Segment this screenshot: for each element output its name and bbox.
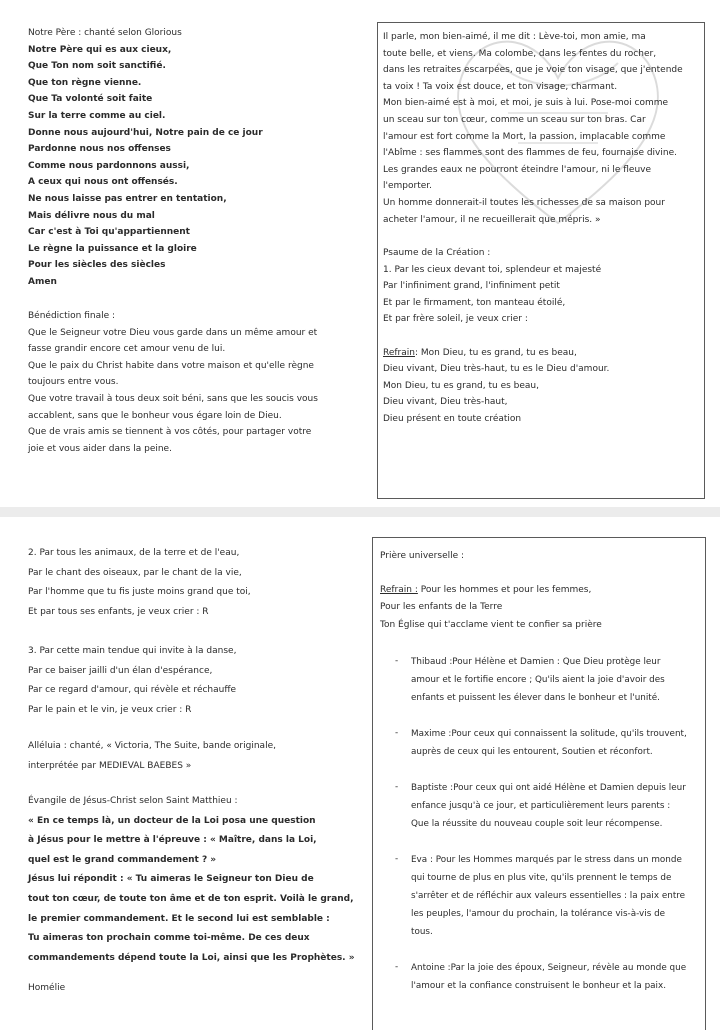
benediction-line: Que le paix du Christ habite dans votre maison et qu'elle règne: [28, 360, 314, 371]
notre-pere-line: Le règne la puissance et la gloire: [28, 243, 197, 254]
booklet-page-1: [0, 0, 720, 507]
evangile-line: quel est le grand commandement ? »: [28, 854, 217, 865]
notre-pere-line: Amen: [28, 276, 57, 287]
cantique-line: Mon bien-aimé est à moi, et moi, je suis à lui. Pose-moi comme: [383, 98, 669, 109]
notre-pere-heading: Notre Père : chanté selon Glorious: [28, 28, 182, 38]
notre-pere-line: Que Ton nom soit sanctifié.: [28, 61, 166, 72]
notre-pere-line: Que Ta volonté soit faite: [28, 94, 153, 105]
intention-item: [381, 959, 687, 995]
psaume-refrain-line: Dieu présent en toute création: [383, 413, 522, 424]
evangile-section: [28, 792, 355, 968]
psaume-refrain-label: Refrain: [383, 347, 415, 358]
cantique-line: Les grandes eaux ne pourront éteindre l'amour, ni le fleuve: [383, 164, 652, 175]
intention-text: Baptiste :Pour ceux qui ont aidé Hélène et Damien depuis leur enfance jusqu'à ce jour, et particulièrement leurs parents : Que la réussite du nouveau couple soit leur récompense.: [411, 783, 686, 829]
priere-refrain-first: [380, 582, 602, 599]
notre-pere-line: A ceux qui nous ont offensés.: [28, 177, 178, 188]
notre-pere-line: Mais délivre nous du mal: [28, 210, 155, 221]
intention-item: [381, 653, 687, 707]
intention-text: Eva : Pour les Hommes marqués par le stress dans un monde qui tourne de plus en plus vite, qu'ils prennent le temps de s'arrêter et de réfléchir aux valeurs essentielles : la paix entre les peuples, l'amour du prochain, la tolérance vis-à-vis de tous.: [411, 855, 686, 937]
evangile-line: Tu aimeras ton prochain comme toi-même. De ces deux: [28, 933, 310, 944]
psaume-refrain-line: Dieu vivant, Dieu très-haut,: [383, 397, 508, 408]
cantique-section: [383, 29, 683, 228]
benediction-line: toujours entre vous.: [28, 377, 119, 388]
benediction-line: Que votre travail à tous deux soit béni, sans que les soucis vous: [28, 393, 318, 404]
intention-item: [381, 779, 687, 833]
alleluia-section: [28, 737, 276, 776]
bullet-dash: -: [395, 656, 399, 666]
benediction-heading: Bénédiction finale :: [28, 311, 116, 321]
notre-pere-line: Sur la terre comme au ciel.: [28, 110, 166, 121]
alleluia-line: interprétée par MEDIEVAL BAEBES »: [28, 760, 192, 771]
right-text-box: [377, 22, 705, 499]
benediction-line: accablent, sans que le bonheur vous égare loin de Dieu.: [28, 410, 282, 421]
benediction-section: [28, 308, 318, 457]
psaume-refrain-text: : Mon Dieu, tu es grand, tu es beau,: [414, 347, 577, 358]
evangile-heading: Évangile de Jésus-Christ selon Saint Matthieu :: [28, 796, 238, 806]
psaume-heading: Psaume de la Création :: [383, 248, 491, 258]
psaume-line: 1. Par les cieux devant toi, splendeur et majesté: [383, 264, 602, 275]
priere-header: [380, 548, 602, 634]
notre-pere-line: Notre Père qui es aux cieux,: [28, 44, 172, 55]
verse-line: Par le pain et le vin, je veux crier : R: [28, 704, 192, 715]
psaume-section: [383, 245, 609, 428]
benediction-line: Que le Seigneur votre Dieu vous garde dans un même amour et: [28, 327, 318, 338]
bullet-dash: -: [395, 782, 399, 792]
verse-2-section: [28, 544, 251, 622]
intention-item: [381, 725, 687, 761]
psaume-line: Par l'infiniment grand, l'infiniment petit: [383, 281, 560, 292]
benediction-line: Que de vrais amis se tiennent à vos côtés, pour partager votre: [28, 427, 312, 438]
verse-line: Par ce baiser jailli d'un élan d'espérance,: [28, 665, 213, 676]
cantique-line: Un homme donnerait-il toutes les richesses de sa maison pour: [383, 197, 665, 208]
bullet-dash: -: [395, 962, 399, 972]
intention-text: Maxime :Pour ceux qui connaissent la solitude, qu'ils trouvent, auprès de ceux qui les entourent, Soutien et réconfort.: [411, 729, 687, 757]
cantique-line: l'emporter.: [383, 181, 432, 192]
verse-3-section: [28, 642, 236, 720]
priere-box: [372, 537, 706, 1030]
priere-refrain-line: Ton Église qui t'acclame vient te confier sa prière: [380, 619, 602, 630]
verse-line: Et par tous ses enfants, je veux crier : R: [28, 606, 209, 617]
priere-refrain-label: Refrain :: [380, 585, 418, 595]
cantique-line: un sceau sur ton cœur, comme un sceau sur ton bras. Car: [383, 114, 646, 125]
notre-pere-line: Que ton règne vienne.: [28, 77, 142, 88]
bullet-dash: -: [395, 854, 399, 864]
cantique-line: toute belle, et viens. Ma colombe, dans les fentes du rocher,: [383, 48, 657, 59]
notre-pere-line: Donne nous aujourd'hui, Notre pain de ce jour: [28, 127, 263, 138]
psaume-refrain-line: Dieu vivant, Dieu très-haut, tu es le Dieu d'amour.: [383, 364, 610, 375]
evangile-line: « En ce temps là, un docteur de la Loi posa une question: [28, 815, 316, 826]
psaume-line: Et par le firmament, ton manteau étoilé,: [383, 297, 566, 308]
alleluia-line: Alléluia : chanté, « Victoria, The Suite, bande originale,: [28, 741, 276, 751]
homelie-label: Homélie: [28, 983, 66, 993]
benediction-line: joie et vous aider dans la peine.: [28, 443, 172, 454]
bullet-dash: -: [395, 728, 399, 738]
psaume-refrain-first: [383, 345, 609, 362]
psaume-line: Et par frère soleil, je veux crier :: [383, 314, 528, 325]
notre-pere-line: Comme nous pardonnons aussi,: [28, 160, 190, 171]
verse-line: Par l'homme que tu fis juste moins grand que toi,: [28, 587, 251, 598]
verse-line: Par le chant des oiseaux, par le chant de la vie,: [28, 567, 242, 578]
cantique-line: acheter l'amour, il ne recueillerait que mépris. »: [383, 214, 601, 225]
notre-pere-line: Pour les siècles des siècles: [28, 260, 166, 271]
cantique-line: dans les retraites escarpées, que je voie ton visage, que j'entende: [383, 65, 683, 76]
verse-line: 2. Par tous les animaux, de la terre et de l'eau,: [28, 548, 240, 558]
evangile-line: le premier commandement. Et le second lui est semblable :: [28, 913, 330, 924]
homelie-section: [28, 980, 65, 997]
booklet-page-2: [0, 517, 720, 1030]
cantique-line: Il parle, mon bien-aimé, il me dit : Lève-toi, mon amie, ma: [383, 32, 646, 42]
notre-pere-line: Ne nous laisse pas entrer en tentation,: [28, 193, 227, 204]
intention-item: [381, 851, 687, 941]
priere-intentions: [381, 653, 687, 1013]
cantique-line: ta voix ! Ta voix est douce, et ton visage, charmant.: [383, 81, 618, 92]
verse-line: 3. Par cette main tendue qui invite à la danse,: [28, 646, 237, 656]
evangile-line: à Jésus pour le mettre à l'épreuve : « Maître, dans la Loi,: [28, 835, 317, 846]
notre-pere-line: Car c'est à Toi qu'appartiennent: [28, 227, 190, 238]
priere-refrain-text: Pour les hommes et pour les femmes,: [417, 585, 592, 595]
intention-text: Antoine :Par la joie des époux, Seigneur, révèle au monde que l'amour et la confiance construisent le bonheur et la paix.: [411, 963, 687, 991]
psaume-refrain-line: Mon Dieu, tu es grand, tu es beau,: [383, 380, 539, 391]
cantique-line: l'amour est fort comme la Mort, la passion, implacable comme: [383, 131, 666, 142]
verse-line: Par ce regard d'amour, qui révèle et réchauffe: [28, 685, 237, 696]
benediction-line: fasse grandir encore cet amour venu de lui.: [28, 344, 226, 355]
priere-heading: Prière universelle :: [380, 551, 465, 561]
cantique-line: l'Abîme : ses flammes sont des flammes de feu, fournaise divine.: [383, 148, 677, 159]
notre-pere-section: [28, 25, 263, 291]
evangile-line: Jésus lui répondit : « Tu aimeras le Seigneur ton Dieu de: [28, 874, 314, 885]
intention-text: Thibaud :Pour Hélène et Damien : Que Dieu protège leur amour et le fortifie encore ; Qu'ils aient la joie d'avoir des enfants et puissent les élever dans le bonheur et l'unité.: [411, 657, 665, 703]
notre-pere-line: Pardonne nous nos offenses: [28, 144, 171, 155]
evangile-line: tout ton cœur, de toute ton âme et de ton esprit. Voilà le grand,: [28, 893, 354, 904]
priere-refrain-line: Pour les enfants de la Terre: [380, 602, 503, 613]
evangile-line: commandements dépend toute la Loi, ainsi que les Prophètes. »: [28, 952, 355, 963]
